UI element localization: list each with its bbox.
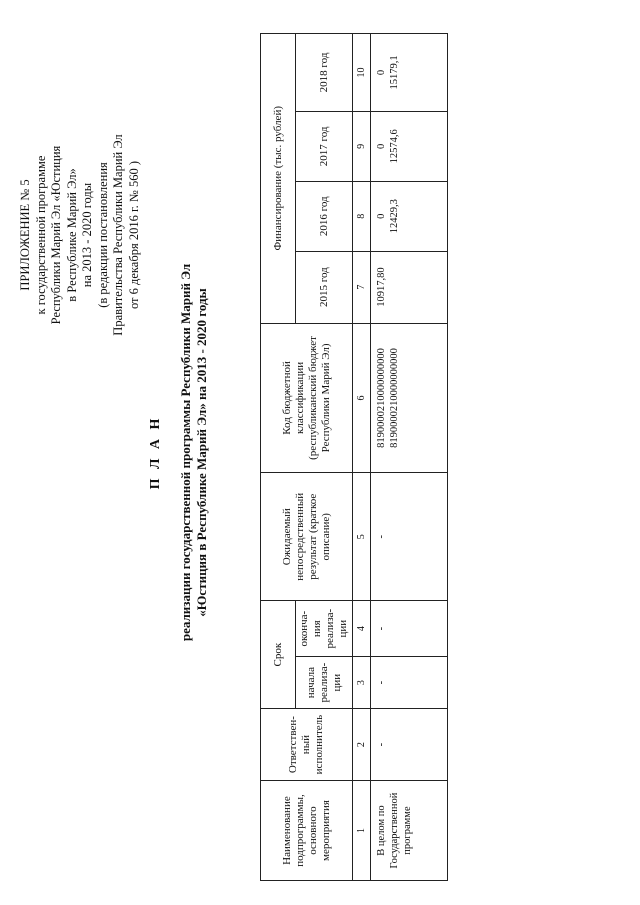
column-number: 3	[353, 657, 371, 709]
row-value-2016-a: 0	[376, 213, 387, 219]
plan-subtitle	[178, 0, 210, 905]
appendix-line: в Республике Марий Эл»	[64, 168, 79, 302]
header-term-end: оконча-ния реализа-ции	[296, 601, 353, 657]
column-number: 9	[353, 111, 371, 181]
appendix-line: (в редакции постановления	[95, 162, 110, 308]
header-year-2017: 2017 год	[296, 111, 353, 181]
row-code-line: 8190000210000000000	[376, 348, 387, 448]
row-value-2018	[371, 34, 448, 112]
column-number: 5	[353, 473, 371, 601]
header-code: Код бюджетной классификации (республиканский бюджет Республики Марий Эл)	[261, 323, 353, 473]
row-executor: -	[371, 709, 448, 781]
row-value-2017-a: 0	[376, 143, 387, 149]
column-number: 7	[353, 251, 371, 323]
column-number: 2	[353, 709, 371, 781]
row-value-2018-a: 0	[376, 69, 387, 76]
row-code	[371, 323, 448, 473]
header-term: Срок	[261, 601, 296, 709]
row-value-2017	[371, 111, 448, 181]
row-value-2018-b: 15179,1	[389, 55, 400, 90]
row-value-2016	[371, 181, 448, 251]
appendix-line: к государственной программе	[33, 155, 48, 315]
header-result: Ожидаемый непосредственный результат (краткое описание)	[261, 473, 353, 601]
plan-title: П Л А Н	[148, 415, 163, 490]
table-row	[371, 34, 448, 881]
header-term-start: начала реализа-ции	[296, 657, 353, 709]
row-result: -	[371, 473, 448, 601]
row-value-2017-b: 12574,6	[389, 129, 400, 164]
header-year-2018: 2018 год	[296, 34, 353, 112]
row-value-2016-b: 12429,3	[389, 199, 400, 234]
column-number: 1	[353, 781, 371, 881]
row-end: -	[371, 601, 448, 657]
plan-table	[260, 33, 448, 881]
header-year-2016: 2016 год	[296, 181, 353, 251]
appendix-line: Республики Марий Эл «Юстиция	[49, 145, 63, 325]
row-code-line: 8190000210000000000	[389, 348, 400, 448]
row-value-2015: 10917,80	[371, 251, 448, 323]
plan-subtitle-line: «Юстиция в Республике Марий Эл» на 2013 - 2020 годы	[194, 288, 209, 617]
row-start: -	[371, 657, 448, 709]
column-number: 8	[353, 181, 371, 251]
header-executor: Ответствен-ный исполнитель	[261, 709, 353, 781]
appendix-line: на 2013 - 2020 годы	[80, 182, 94, 288]
appendix-line: Правительства Республики Марий Эл	[111, 134, 125, 336]
column-number: 4	[353, 601, 371, 657]
header-financing: Финансирование (тыс. рублей)	[261, 34, 296, 324]
appendix-number: ПРИЛОЖЕНИЕ № 5	[18, 179, 32, 291]
row-name: В целом по Государственной программе	[371, 781, 448, 881]
header-year-2015: 2015 год	[296, 251, 353, 323]
column-number: 10	[353, 34, 371, 112]
appendix-block	[18, 85, 142, 385]
header-name: Наименование подпрограммы, основного мероприятия	[261, 781, 353, 881]
appendix-date-line: от 6 декабря 2016 г. № 560 )	[126, 160, 141, 310]
column-number: 6	[353, 323, 371, 473]
plan-subtitle-line: реализации государственной программы Республики Марий Эл	[178, 263, 193, 642]
